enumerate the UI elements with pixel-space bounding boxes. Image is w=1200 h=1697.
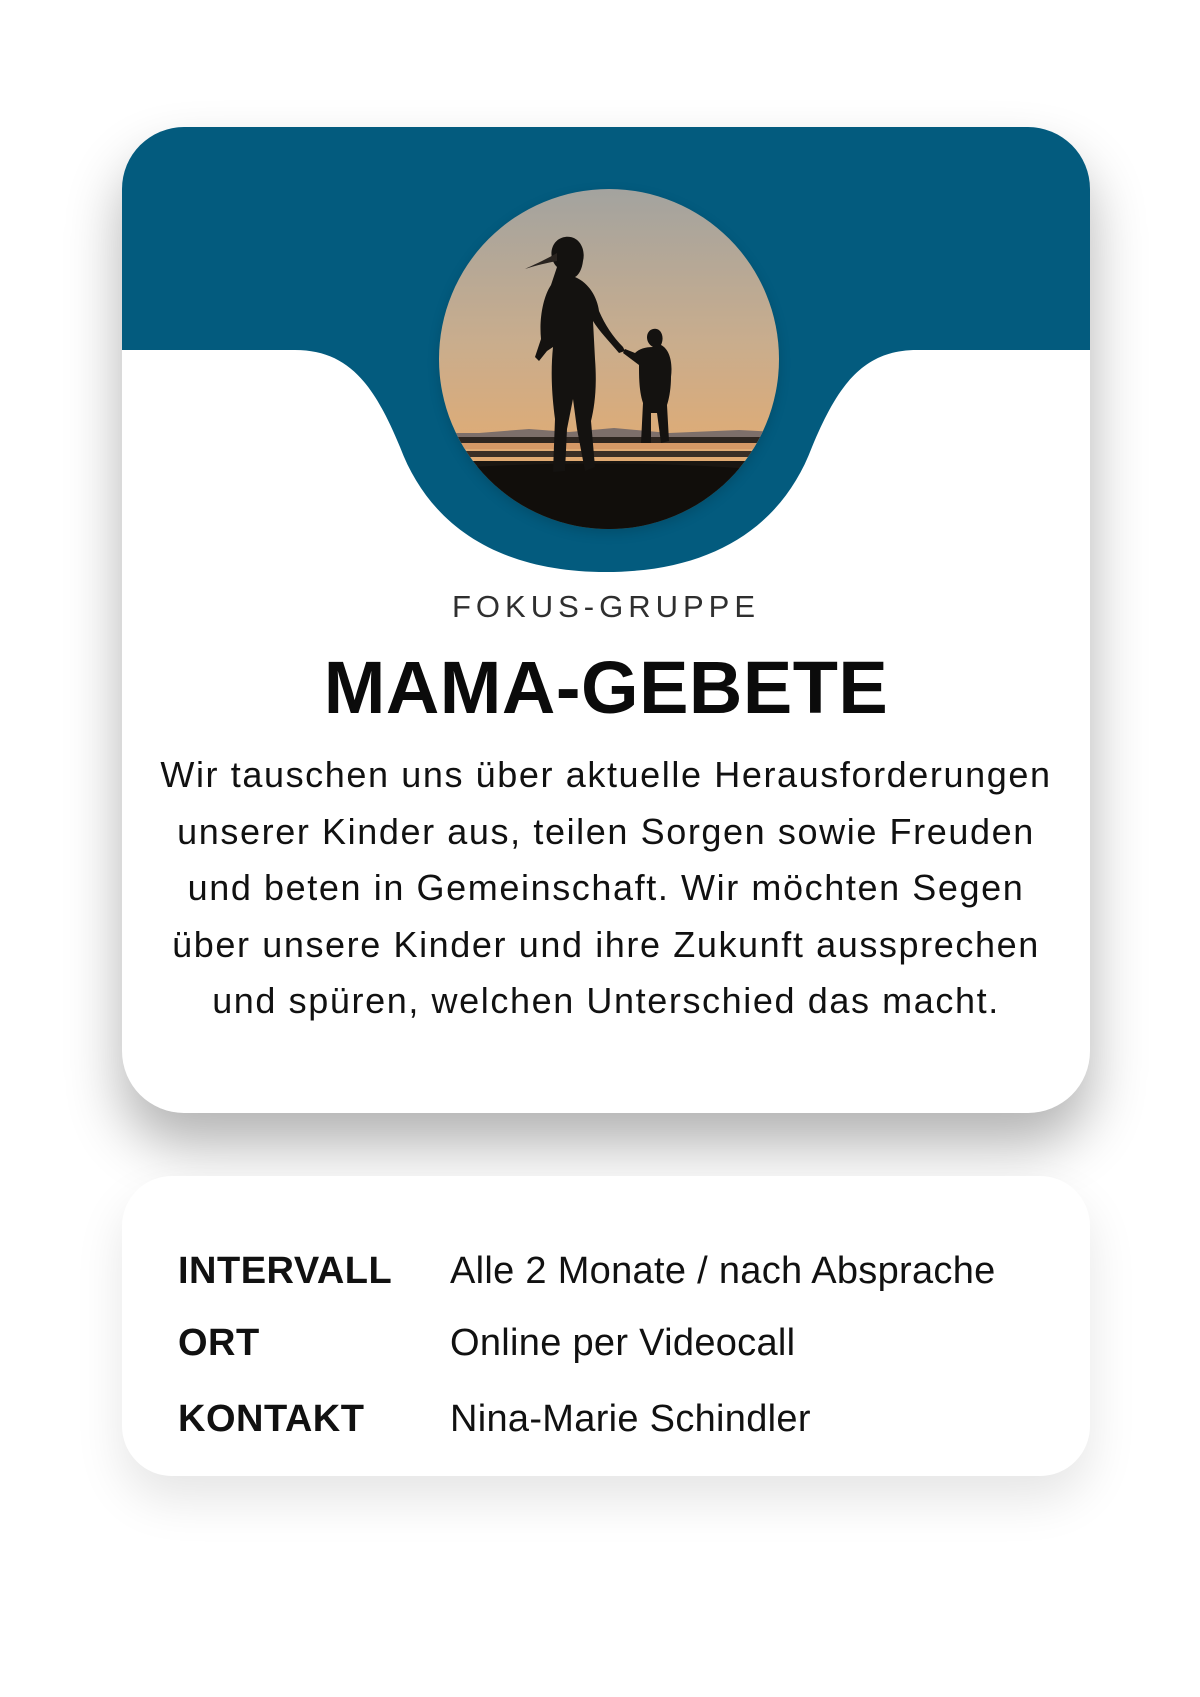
details-card	[122, 1176, 1090, 1476]
detail-label: ORT	[178, 1321, 260, 1364]
group-card	[122, 127, 1090, 1113]
detail-label: KONTAKT	[178, 1397, 365, 1440]
detail-row-kontakt	[178, 1394, 1060, 1444]
detail-value: Alle 2 Monate / nach Absprache	[450, 1249, 996, 1292]
detail-value: Nina-Marie Schindler	[450, 1397, 811, 1440]
detail-row-intervall	[178, 1246, 1060, 1296]
group-category: FOKUS-GRUPPE	[451, 589, 761, 624]
detail-value: Online per Videocall	[450, 1321, 796, 1364]
mother-child-silhouette-icon	[439, 189, 779, 529]
group-description: Wir tauschen uns über aktuelle Herausforderungen unserer Kinder aus, teilen Sorgen sowie Freuden und beten in Gemeinschaft. Wir möchten Segen über unsere Kinder und ihre Zukunft aussprechen und spüren, welchen Unterschied das macht.	[160, 754, 1052, 1021]
detail-label: INTERVALL	[178, 1249, 393, 1292]
detail-row-ort	[178, 1318, 1060, 1368]
group-title: MAMA-GEBETE	[323, 646, 889, 729]
